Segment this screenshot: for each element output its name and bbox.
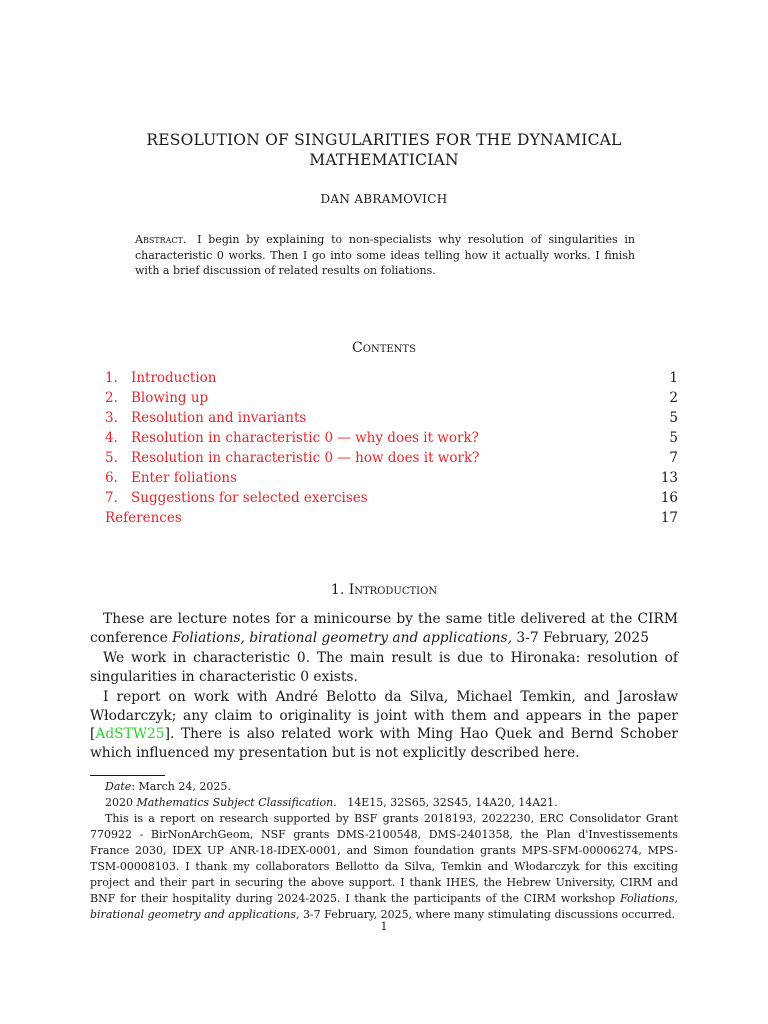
toc-entry-references[interactable] bbox=[105, 508, 678, 528]
toc-page: 5 bbox=[669, 410, 678, 426]
footnotes bbox=[90, 779, 678, 923]
toc-page: 5 bbox=[669, 430, 678, 446]
contents-heading: Contents bbox=[352, 340, 416, 356]
footnote-support bbox=[90, 811, 678, 923]
toc-link[interactable]: Resolution in characteristic 0 — why does it work? bbox=[131, 430, 479, 446]
toc-page: 7 bbox=[669, 450, 678, 466]
toc-link[interactable]: Suggestions for selected exercises bbox=[131, 490, 368, 506]
footnote-date bbox=[90, 779, 678, 795]
toc-number[interactable]: 6. bbox=[105, 470, 118, 486]
toc-page: 2 bbox=[669, 390, 678, 406]
toc-link[interactable]: Blowing up bbox=[131, 390, 209, 406]
toc-number[interactable]: 4. bbox=[105, 430, 118, 446]
toc-page: 13 bbox=[660, 470, 678, 486]
toc-link[interactable]: Introduction bbox=[131, 370, 217, 386]
toc-number[interactable]: 3. bbox=[105, 410, 118, 426]
abstract bbox=[135, 232, 635, 279]
toc-page: 1 bbox=[669, 370, 678, 386]
toc-entry-how-does-it-work[interactable] bbox=[105, 448, 678, 468]
section-heading-introduction bbox=[0, 582, 768, 598]
section-number: 1. bbox=[330, 582, 345, 598]
paragraph-text: I report on work with André Belotto da Silva, Michael Temkin, and Jarosław Włodarczyk; any claim to originality is joint with them and appears in the paper bbox=[90, 689, 678, 724]
page-number: 1 bbox=[380, 920, 388, 933]
citation-link[interactable]: AdSTW25 bbox=[95, 726, 165, 742]
toc-number[interactable]: 7. bbox=[105, 490, 118, 506]
paragraph: I report on work with André Belotto da Silva, Michael Temkin, and Jarosław Włodarczyk; any claim to originality is joint with them and appears in the paper [AdSTW25]. There is also related work with Ming Hao Quek and Bernd Schober which influenced my presentation but is not explicitly described here. bbox=[90, 689, 678, 761]
introduction-body bbox=[90, 610, 678, 764]
toc-entry-enter-foliations[interactable] bbox=[105, 468, 678, 488]
footnote-msc bbox=[90, 795, 678, 811]
toc-entry-resolution-invariants[interactable] bbox=[105, 408, 678, 428]
table-of-contents bbox=[105, 368, 678, 528]
toc-entry-why-does-it-work[interactable] bbox=[105, 428, 678, 448]
toc-link[interactable]: Resolution and invariants bbox=[131, 410, 307, 426]
abstract-label: Abstract. bbox=[135, 233, 187, 246]
section-title: Introduction bbox=[348, 582, 438, 598]
toc-link[interactable]: References bbox=[105, 510, 182, 526]
msc-prefix: 2020 bbox=[105, 796, 133, 809]
footnote-rule bbox=[90, 775, 165, 776]
toc-number[interactable]: 2. bbox=[105, 390, 118, 406]
paper-title bbox=[90, 130, 678, 170]
toc-page: 17 bbox=[660, 510, 678, 526]
msc-label: Mathematics Subject Classification. bbox=[136, 796, 337, 809]
toc-number[interactable]: 5. bbox=[105, 450, 118, 466]
author-name: DAN ABRAMOVICH bbox=[320, 192, 448, 206]
title-line-1: RESOLUTION OF SINGULARITIES FOR THE DYNAMICAL bbox=[146, 131, 622, 149]
paragraph bbox=[90, 610, 678, 647]
toc-entry-blowing-up[interactable] bbox=[105, 388, 678, 408]
paragraph-text: These are lecture notes for a minicourse by the same title delivered at the CIRM conference bbox=[90, 611, 678, 646]
toc-link[interactable]: Resolution in characteristic 0 — how does it work? bbox=[131, 450, 480, 466]
title-line-2: MATHEMATICIAN bbox=[309, 151, 459, 169]
msc-codes: 14E15, 32S65, 32S45, 14A20, 14A21. bbox=[347, 796, 558, 809]
support-text: This is a report on research supported by BSF grants 2018193, 2022230, ERC Consolidator Grant 770922 - BirNonArchGeom, NSF grants DMS-2100548, DMS-2401358, the Plan d'Investissements France 2030, IDEX UP ANR-18-IDEX-0001, and Simon foundation grants MPS-SFM-00006274, MPS-TSM-00008103. I thank my collaborators Bellotto da Silva, Temkin and Włodarczyk for this exciting project and their part in securing the above support. I thank IHES, the Hebrew University, CIRM and BNF for their hospitality during 2024-2025. I thank the participants of the CIRM workshop bbox=[90, 812, 678, 905]
workshop-title: Foliations, birational geometry and applications, bbox=[90, 892, 679, 921]
conference-title: Foliations, birational geometry and applications, bbox=[172, 629, 513, 646]
paragraph-text: 3-7 February, 2025 bbox=[516, 629, 649, 646]
paragraph-text: . There is also related work with Ming Hao Quek and Bernd Schober which influenced my presentation but is not explicitly described here. bbox=[90, 726, 678, 761]
toc-link[interactable]: Enter foliations bbox=[131, 470, 238, 486]
toc-page: 16 bbox=[660, 490, 678, 506]
abstract-text: I begin by explaining to non-specialists why resolution of singularities in characteristic 0 works. Then I go into some ideas telling how it actually works. I finish with a brief discussion of related results on foliations. bbox=[135, 233, 635, 277]
toc-entry-introduction[interactable] bbox=[105, 368, 678, 388]
toc-entry-suggestions[interactable] bbox=[105, 488, 678, 508]
support-tail: 3-7 February, 2025, where many stimulating discussions occurred. bbox=[302, 908, 676, 921]
date-label: Date bbox=[105, 780, 132, 793]
toc-number[interactable]: 1. bbox=[105, 370, 118, 386]
paragraph: We work in characteristic 0. The main result is due to Hironaka: resolution of singularities in characteristic 0 exists. bbox=[90, 650, 678, 685]
date-value: : March 24, 2025. bbox=[131, 780, 231, 793]
